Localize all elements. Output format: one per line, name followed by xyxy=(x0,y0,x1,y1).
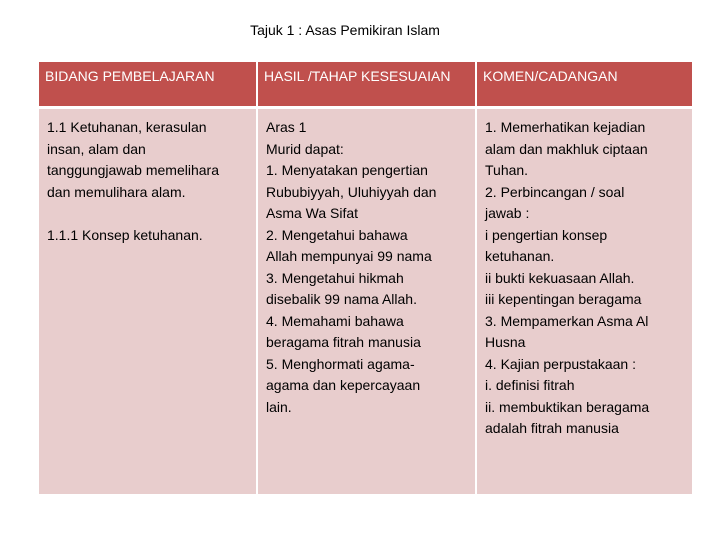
cell-line: 4. Kajian perpustakaan : xyxy=(485,355,636,372)
cell-line: 1. Memerhatikan kejadian xyxy=(485,119,646,135)
cell-line: beragama fitrah manusia xyxy=(266,334,421,350)
cell-line: ii. membuktikan beragama xyxy=(485,398,650,415)
cell-line: 2. Perbincangan / soal xyxy=(485,183,625,200)
cell-bidang-pembelajaran xyxy=(39,109,258,494)
table-header-row xyxy=(39,62,692,109)
cell-line: Tuhan. xyxy=(485,162,529,178)
header-bidang-pembelajaran: BIDANG PEMBELAJARAN xyxy=(39,62,258,109)
cell-line: Aras 1 xyxy=(266,119,307,135)
cell-line: 5. Menghormati agama- xyxy=(266,355,415,372)
cell-line: 3. Mengetahui hikmah xyxy=(266,269,404,286)
cell-line: iii kepentingan beragama xyxy=(485,291,642,307)
cell-line: Husna xyxy=(485,334,526,350)
cell-line: lain. xyxy=(266,398,292,415)
document-title: Tajuk 1 : Asas Pemikiran Islam xyxy=(250,22,440,38)
cell-line: Allah mempunyai 99 nama xyxy=(266,248,432,264)
cell-gap xyxy=(47,203,250,225)
cell-line: ii bukti kekuasaan Allah. xyxy=(485,269,635,286)
cell-line: alam dan makhluk ciptaan xyxy=(485,140,648,157)
cell-line: agama dan kepercayaan xyxy=(266,377,421,393)
lesson-table xyxy=(39,62,692,494)
cell-line: adalah fitrah manusia xyxy=(485,420,619,436)
cell-komen-cadangan xyxy=(477,109,692,494)
cell-line: 3. Mempamerkan Asma Al xyxy=(485,312,649,329)
cell-line: dan memulihara alam. xyxy=(47,183,186,200)
cell-line: 1. Menyatakan pengertian xyxy=(266,162,428,178)
cell-line: ketuhanan. xyxy=(485,248,555,264)
cell-line: jawab : xyxy=(485,205,530,221)
cell-hasil-tahap-kesesuaian xyxy=(258,109,477,494)
cell-line: i. definisi fitrah xyxy=(485,377,575,393)
cell-line: insan, alam dan xyxy=(47,140,146,157)
cell-line: 2. Mengetahui bahawa xyxy=(266,226,408,243)
header-komen-cadangan: KOMEN/CADANGAN xyxy=(477,62,692,109)
cell-line: disebalik 99 nama Allah. xyxy=(266,291,417,307)
cell-line: Asma Wa Sifat xyxy=(266,205,359,221)
cell-line: Rububiyyah, Uluhiyyah dan xyxy=(266,183,437,200)
cell-line: tanggungjawab memelihara xyxy=(47,162,219,178)
cell-line: 1.1.1 Konsep ketuhanan. xyxy=(47,226,203,243)
cell-line: 4. Memahami bahawa xyxy=(266,312,404,329)
header-hasil-tahap-kesesuaian: HASIL /TAHAP KESESUAIAN xyxy=(258,62,477,109)
cell-line: i pengertian konsep xyxy=(485,226,608,243)
table-row xyxy=(39,109,692,494)
cell-line: Murid dapat: xyxy=(266,140,344,157)
cell-line: 1.1 Ketuhanan, kerasulan xyxy=(47,119,207,135)
